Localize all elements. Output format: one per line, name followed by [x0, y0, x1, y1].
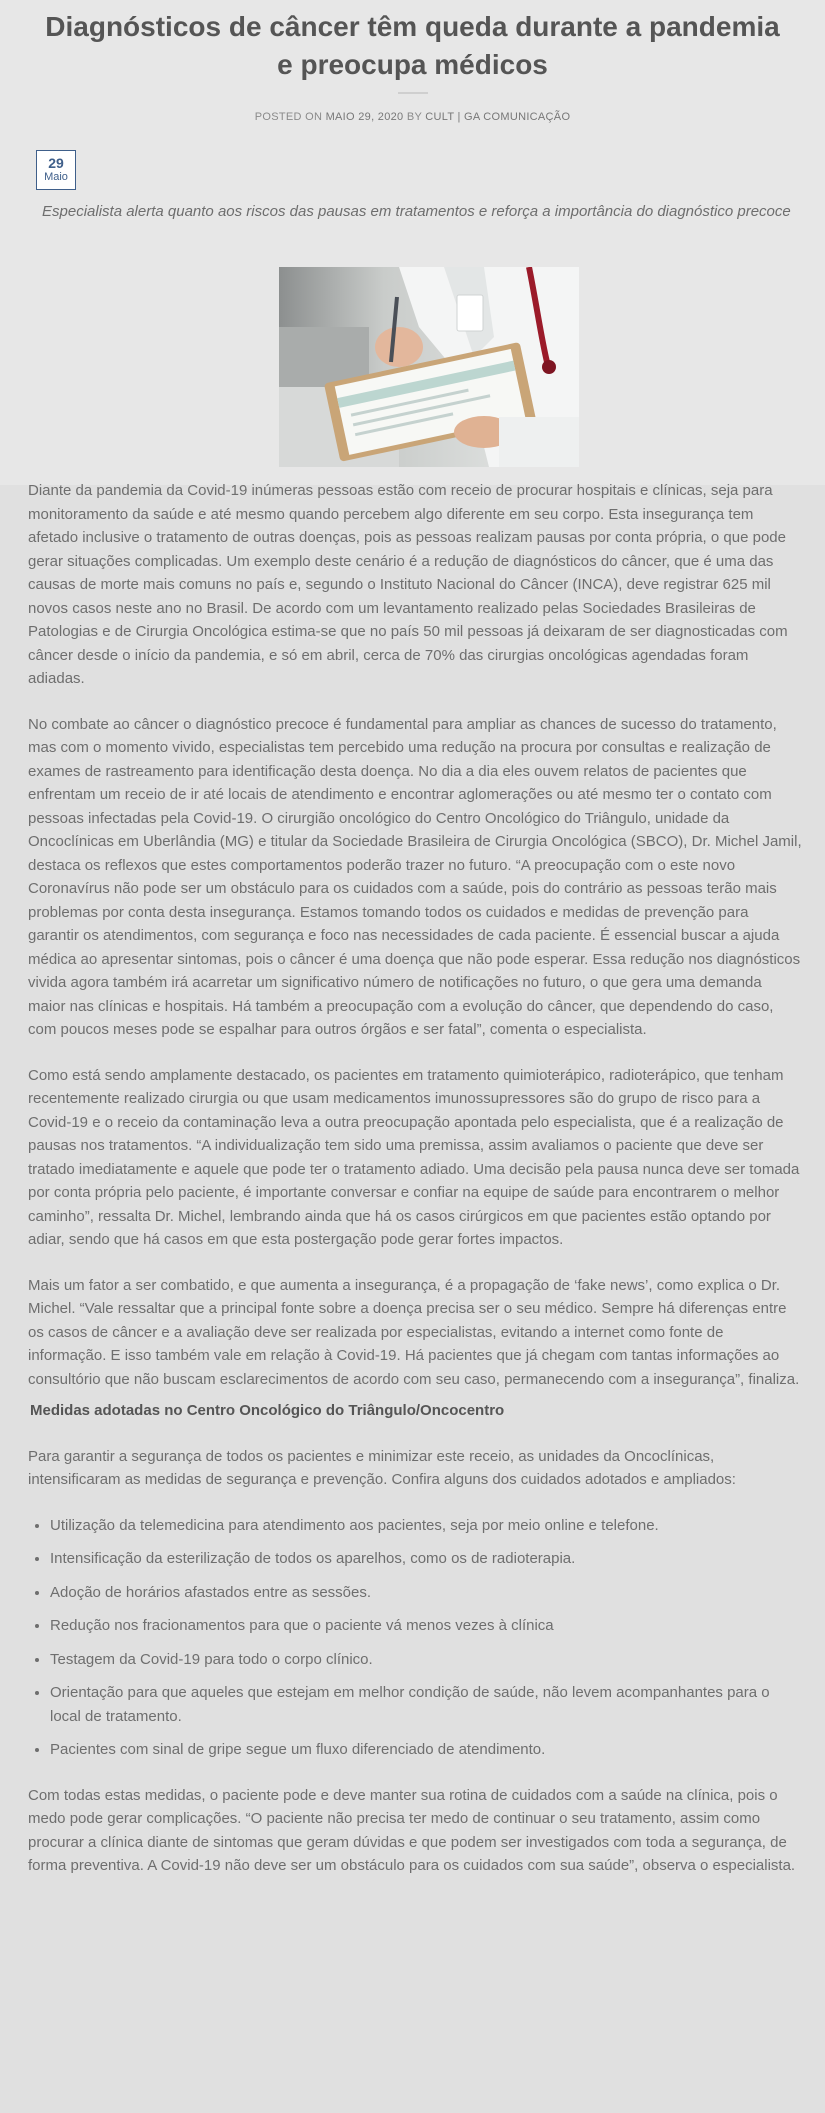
- measures-intro: Para garantir a segurança de todos os pacientes e minimizar este receio, as unidades da Oncoclínicas, intensificaram as medidas de segurança e prevenção. Confira alguns dos cuidados adotados e ampliados:: [28, 1447, 736, 1488]
- article-body: [28, 479, 803, 1900]
- list-item: • Pacientes com sinal de gripe segue um fluxo diferenciado de atendimento.: [50, 1738, 803, 1762]
- list-item: • Testagem da Covid-19 para todo o corpo clínico.: [50, 1648, 803, 1672]
- body-paragraph: No combate ao câncer o diagnóstico precoce é fundamental para ampliar as chances de sucesso do tratamento, mas com o momento vivido, especialistas tem percebido uma redução na procura por consultas e realização de exames de rastreamento para identificação desta doença. No dia a dia eles ouvem relatos de pacientes que enfrentam um receio de ir até locais de atendimento e encontrar aglomerações ou até mesmo ter o contato com pessoas infectadas pela Covid-19. O cirurgião oncológico do Centro Oncológico do Triângulo, unidade da Oncoclínicas em Uberlândia (MG) e titular da Sociedade Brasileira de Cirurgia Oncológica (SBCO), Dr. Michel Jamil, destaca os reflexos que estes comportamentos poderão trazer no futuro. “A preocupação com o este novo Coronavírus não pode ser um obstáculo para os cuidados com a saúde, pois do contrário as pessoas terão mais problemas por conta desta insegurança. Estamos tomando todos os cuidados e medidas de prevenção para garantir os atendimentos, com segurança e foco nas necessidades de cada paciente. É essencial buscar a ajuda médica ao apresentar sintomas, pois o câncer é uma doença que não pode esperar. Essa redução nos diagnósticos vivida agora também irá acarretar um significativo número de notificações no futuro, o que gera uma demanda maior nas clínicas e hospitais. Há também a preocupação com a evolução do câncer, que dependendo do caso, com poucos meses pode se espalhar para outros órgãos e ser fatal”, comenta o especialista.: [28, 715, 802, 1038]
- post-author[interactable]: CULT | GA COMUNICAÇÃO: [425, 111, 571, 123]
- list-item: • Intensificação da esterilização de todos os aparelhos, como os de radioterapia.: [50, 1547, 803, 1571]
- list-item: • Redução nos fracionamentos para que o paciente vá menos vezes à clínica: [50, 1614, 803, 1638]
- by-label: BY: [406, 111, 422, 123]
- doctor-writing-on-clipboard-photo: [279, 267, 579, 467]
- closing-paragraph: Com todas estas medidas, o paciente pode e deve manter sua rotina de cuidados com a saúde na clínica, pois o medo pode gerar complicações. “O paciente não precisa ter medo de continuar o seu tratamento, assim como procurar a clínica diante de sintomas que geram dúvidas e que podem ser investigados com toda a segurança, de forma preventiva. A Covid-19 não deve ser um obstáculo para os cuidados com sua saúde”, observa o especialista.: [28, 1786, 796, 1874]
- post-meta: [0, 111, 825, 123]
- hero-photo-illustration: [279, 267, 579, 467]
- section-subheading: Medidas adotadas no Centro Oncológico do Triângulo/Oncocentro: [30, 1402, 505, 1419]
- post-date[interactable]: MAIO 29, 2020: [325, 111, 404, 123]
- measures-list: [28, 1514, 803, 1762]
- list-item: • Orientação para que aqueles que estejam em melhor condição de saúde, não levem acompanhantes para o local de tratamento.: [50, 1681, 803, 1728]
- date-badge-month: Maio: [44, 171, 68, 183]
- body-paragraph: Mais um fator a ser combatido, e que aumenta a insegurança, é a propagação de ‘fake news’, como explica o Dr. Michel. “Vale ressaltar que a principal fonte sobre a doença precisa ser o seu médico. Sempre há diferenças entre os casos de câncer e a avaliação deve ser realizada por especialistas, evitando a internet como fonte de informação. E isso também vale em relação à Covid-19. Há pacientes que já chegam com tantas informações ao consultório que não buscam esclarecimentos de acordo com seu caso, permanecendo com a insegurança”, finaliza.: [28, 1276, 800, 1388]
- date-badge-day: 29: [48, 155, 64, 171]
- article-lead: Especialista alerta quanto aos riscos das pausas em tratamentos e reforça a importância do diagnóstico precoce: [42, 203, 791, 220]
- date-badge: [36, 150, 76, 190]
- list-item: • Utilização da telemedicina para atendimento aos pacientes, seja por meio online e telefone.: [50, 1514, 803, 1538]
- body-paragraph: Diante da pandemia da Covid-19 inúmeras pessoas estão com receio de procurar hospitais e clínicas, seja para monitoramento da saúde e até mesmo quando percebem algo diferente em seu corpo. Esta insegurança tem afetado inclusive o tratamento de outras doenças, pois as pessoas realizam pausas por conta própria, o que pode gerar situações complicadas. Um exemplo deste cenário é a redução de diagnósticos do câncer, que é uma das causas de morte mais comuns no país e, segundo o Instituto Nacional do Câncer (INCA), deve registrar 625 mil novos casos neste ano no Brasil. De acordo com um levantamento realizado pelas Sociedades Brasileiras de Patologias e de Cirurgia Oncológica estima-se que no país 50 mil pessoas já deixaram de ser diagnosticadas com câncer desde o início da pandemia, e só em abril, cerca de 70% das cirurgias oncológicas agendadas foram adiadas.: [28, 482, 788, 687]
- body-paragraph: Como está sendo amplamente destacado, os pacientes em tratamento quimioterápico, radioterápico, que tenham recentemente realizado cirurgia ou que usam medicamentos imunossupressores são do grupo de risco para a Covid-19 e o receio da contaminação leva a outra preocupação apontada pelo especialista, que é a realização de pausas nos tratamentos. “A individualização tem sido uma premissa, assim avaliamos o paciente que deve ser tratado imediatamente e aquele que pode ter o tratamento adiado. Uma decisão pela pausa nunca deve ser tomada por conta própria pelo paciente, é importante conversar e confiar na equipe de saúde para encontrarem o melhor caminho”, ressalta Dr. Michel, lembrando ainda que há os casos cirúrgicos em que pacientes estão optando por adiar, sendo que há casos em que esta postergação pode gerar fortes impactos.: [28, 1066, 800, 1248]
- title-divider: [398, 92, 428, 94]
- list-item: • Adoção de horários afastados entre as sessões.: [50, 1581, 803, 1605]
- posted-on-label: POSTED ON: [254, 111, 323, 123]
- article-title: Diagnósticos de câncer têm queda durante a pandemia e preocupa médicos: [45, 11, 780, 80]
